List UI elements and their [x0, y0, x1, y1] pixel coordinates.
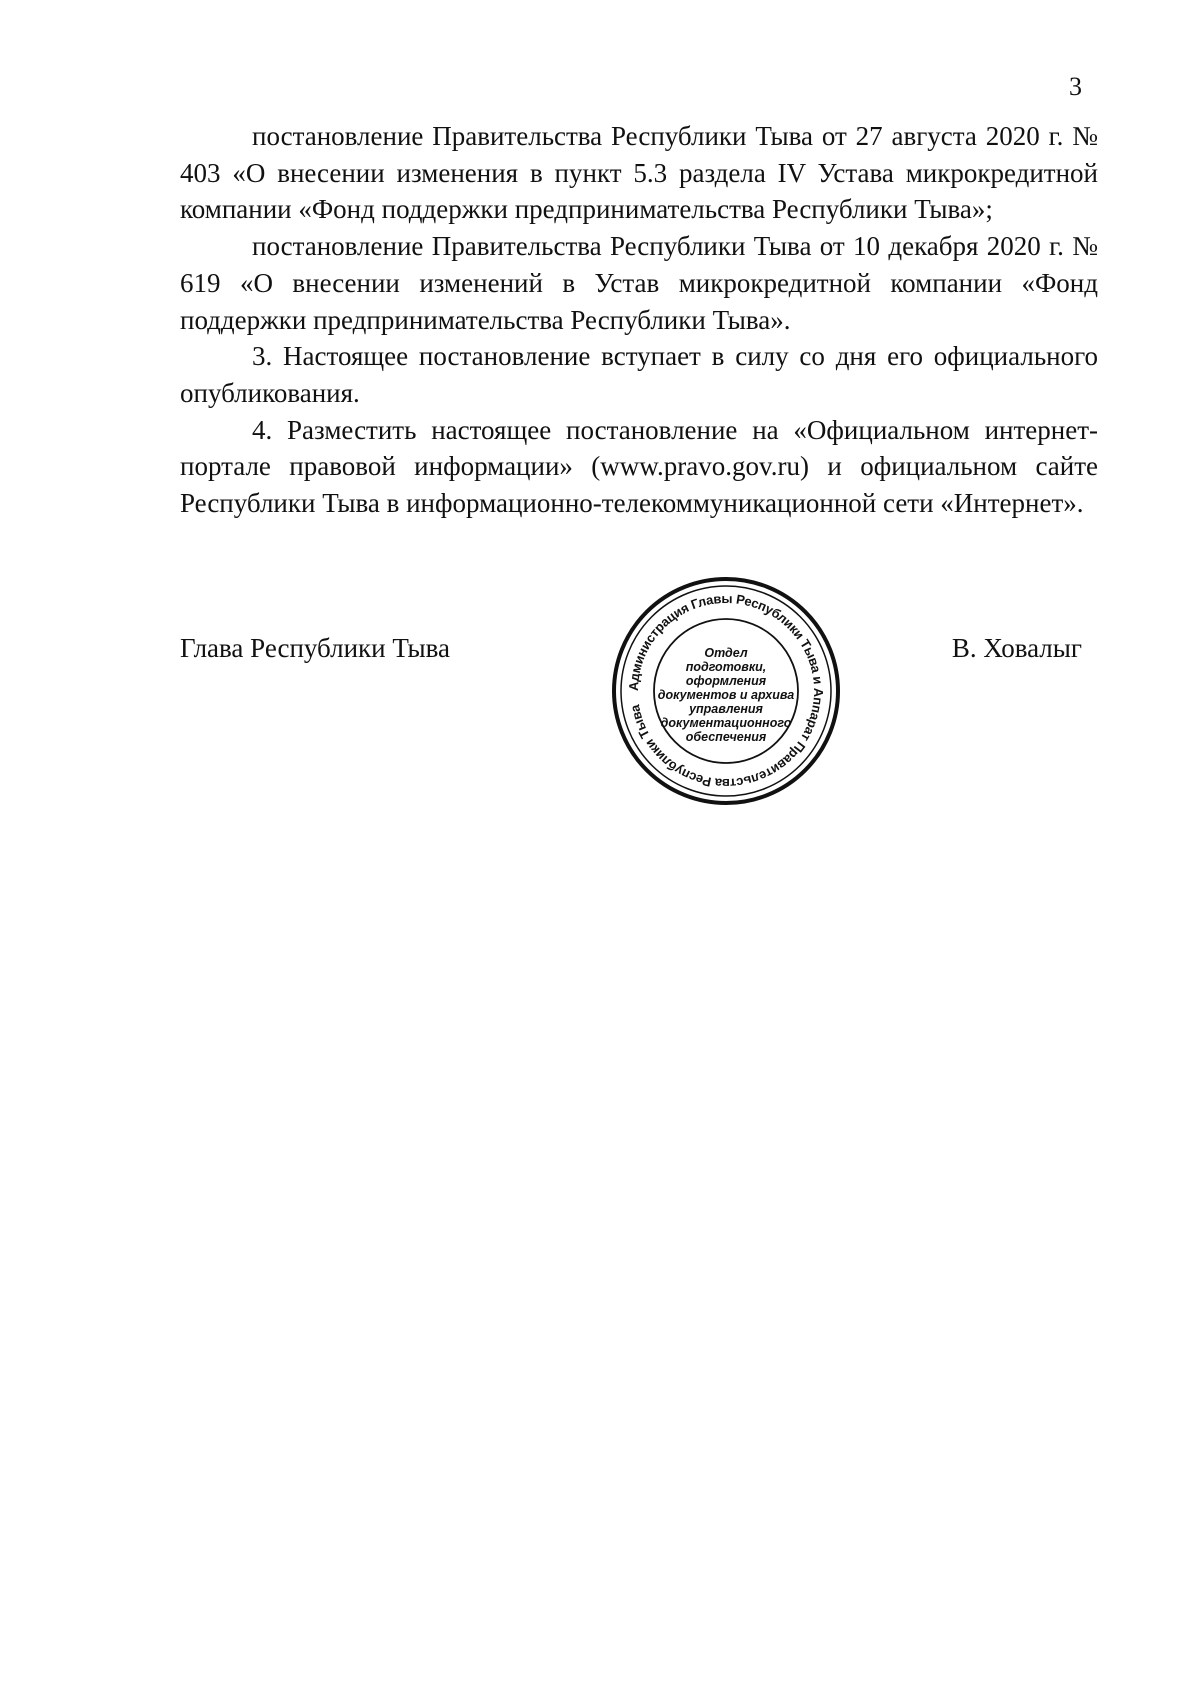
stamp-center-line: обеспечения	[685, 730, 767, 744]
stamp-center-line: управления	[689, 702, 763, 716]
stamp-center-line: оформления	[685, 674, 767, 688]
document-body	[180, 118, 1098, 522]
stamp-center-line: документационного	[660, 716, 792, 730]
signatory-position: Глава Республики Тыва	[180, 633, 451, 663]
stamp-ring-text: Администрация Главы Республики Тыва и Аппарат Правительства Республики Тыва	[625, 590, 827, 792]
official-stamp	[610, 575, 842, 807]
stamp-center-line: Отдел	[704, 646, 748, 660]
paragraph: постановление Правительства Республики Тыва от 27 августа 2020 г. № 403 «О внесении изменения в пункт 5.3 раздела IV Устава микрокредитной компании «Фонд поддержки предпринимательства Республики Тыва»;	[180, 121, 1098, 225]
stamp-center-text	[658, 646, 795, 744]
stamp-center-line: документов и архива	[657, 688, 795, 702]
signatory-name: В. Ховалыг	[951, 633, 1082, 663]
page-number: 3	[1069, 72, 1082, 101]
paragraph: 4. Разместить настоящее постановление на «Официальном интернет-портале правовой информации» (www.pravo.gov.ru) и официальном сайте Республики Тыва в информационно-телекоммуникационной сети «Интернет».	[180, 414, 1098, 519]
paragraph: 3. Настоящее постановление вступает в силу со дня его официального опубликования.	[180, 341, 1098, 408]
stamp-seal-graphic	[610, 575, 842, 807]
paragraph: постановление Правительства Республики Тыва от 10 декабря 2020 г. № 619 «О внесении изменений в Устав микрокредитной компании «Фонд поддержки предпринимательства Республики Тыва».	[180, 231, 1098, 335]
stamp-center-line: подготовки,	[685, 660, 767, 674]
